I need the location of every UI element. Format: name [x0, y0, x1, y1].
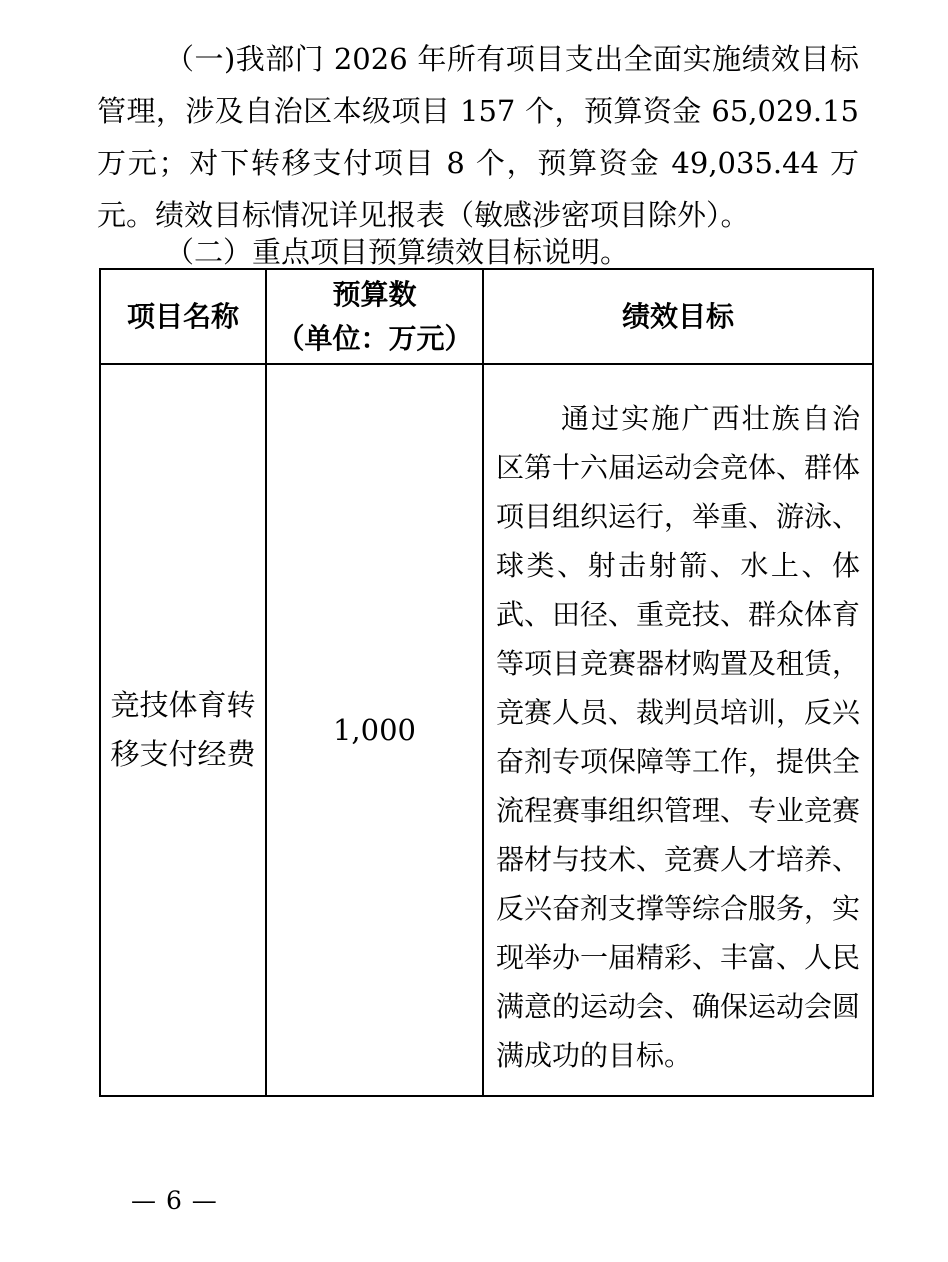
header-performance-target: 绩效目标 [483, 269, 873, 364]
intro-paragraph-1: （一)我部门 2026 年所有项目支出全面实施绩效目标管理，涉及自治区本级项目 157 个，预算资金 65,029.15 万元；对下转移支付项目 8 个，预算资金 49,035.44 万元。绩效目标情况详见报表（敏感涉密项目除外）。 [97, 42, 859, 232]
intro-paragraph-2: （二）重点项目预算绩效目标说明。 [165, 235, 630, 269]
header-budget [266, 269, 483, 364]
header-budget-line2: （单位：万元） [276, 321, 473, 355]
page-number: — 6 — [131, 1186, 218, 1215]
header-project-name: 项目名称 [100, 269, 266, 364]
cell-budget-value: 1,000 [266, 364, 483, 1096]
cell-performance-target [483, 364, 873, 1096]
performance-target-text: 通过实施广西壮族自治区第十六届运动会竞体、群体项目组织运行，举重、游泳、球类、射击射箭、水上、体武、田径、重竞技、群众体育等项目竞赛器材购置及租赁，竞赛人员、裁判员培训，反兴奋剂专项保障等工作，提供全流程赛事组织管理、专业竞赛器材与技术、竞赛人才培养、反兴奋剂支撑等综合服务，实现举办一届精彩、丰富、人民满意的运动会、确保运动会圆满成功的目标。 [496, 402, 861, 1072]
table-row [100, 364, 873, 1096]
header-budget-line1: 预算数 [332, 277, 417, 311]
cell-project-name: 竞技体育转移支付经费 [100, 364, 266, 1096]
table-header-row [100, 269, 873, 364]
performance-target-table [99, 268, 874, 1097]
